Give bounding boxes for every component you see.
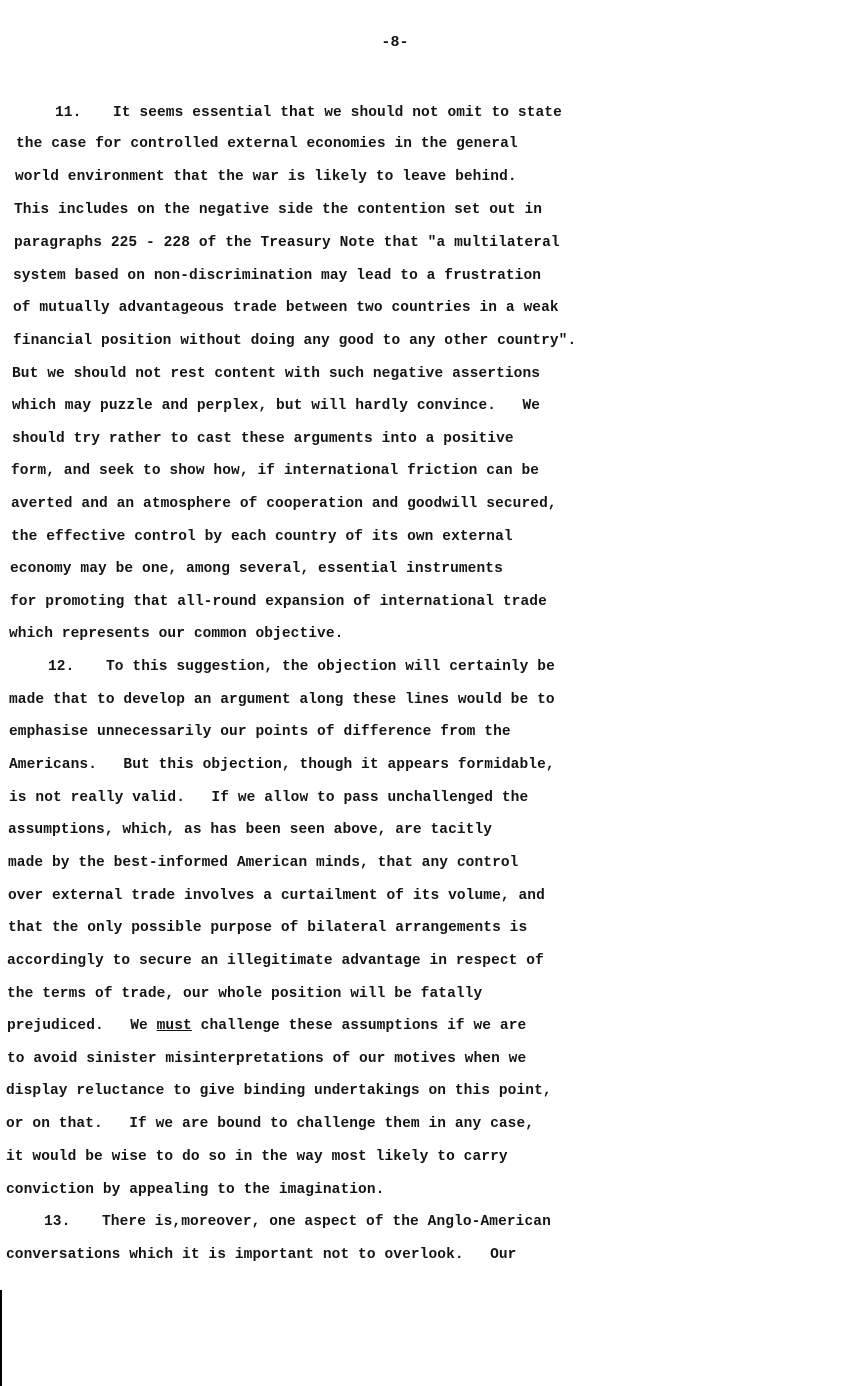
text-line: made that to develop an argument along these lines would be to bbox=[9, 692, 555, 708]
underlined-word: must bbox=[156, 1018, 192, 1034]
text-line: it would be wise to do so in the way most likely to carry bbox=[6, 1149, 508, 1165]
text-line: for promoting that all-round expansion of international trade bbox=[10, 594, 547, 610]
scan-edge-line bbox=[0, 1290, 2, 1386]
text-line: world environment that the war is likely to leave behind. bbox=[15, 169, 517, 185]
paragraph-number: 12. bbox=[48, 659, 75, 675]
text-line: financial position without doing any good to any other country". bbox=[13, 333, 577, 349]
text-line: the case for controlled external economies in the general bbox=[16, 136, 518, 152]
text-line: the terms of trade, our whole position will be fatally bbox=[7, 986, 483, 1002]
text-line: paragraphs 225 - 228 of the Treasury Note that "a multilateral bbox=[14, 235, 560, 251]
text-line: Americans. But this objection, though it appears formidable, bbox=[9, 757, 555, 773]
text-line bbox=[7, 1016, 526, 1036]
text-line: It seems essential that we should not omit to state bbox=[113, 105, 562, 121]
paragraph-number: 11. bbox=[55, 105, 82, 121]
text-line: of mutually advantageous trade between two countries in a weak bbox=[13, 300, 559, 316]
text-line: This includes on the negative side the contention set out in bbox=[14, 202, 543, 218]
text-line: assumptions, which, as has been seen above, are tacitly bbox=[8, 822, 493, 838]
text-line: is not really valid. If we allow to pass unchallenged the bbox=[9, 790, 529, 806]
text-run: prejudiced. We bbox=[7, 1018, 157, 1034]
text-line: should try rather to cast these arguments into a positive bbox=[12, 431, 514, 447]
text-line: or on that. If we are bound to challenge them in any case, bbox=[6, 1116, 535, 1132]
text-line: form, and seek to show how, if international friction can be bbox=[11, 463, 540, 479]
text-line: which may puzzle and perplex, but will hardly convince. We bbox=[12, 398, 541, 414]
text-line: conviction by appealing to the imagination. bbox=[6, 1182, 385, 1198]
text-line: accordingly to secure an illegitimate advantage in respect of bbox=[7, 953, 544, 969]
paragraph-number: 13. bbox=[44, 1214, 71, 1230]
text-line: made by the best-informed American minds, that any control bbox=[8, 855, 519, 871]
text-line: economy may be one, among several, essential instruments bbox=[10, 561, 503, 577]
text-line: the effective control by each country of its own external bbox=[11, 529, 513, 545]
text-line: averted and an atmosphere of cooperation and goodwill secured, bbox=[11, 496, 557, 512]
text-line: conversations which it is important not to overlook. Our bbox=[6, 1247, 517, 1263]
text-line: to avoid sinister misinterpretations of our motives when we bbox=[7, 1051, 527, 1067]
text-line: which represents our common objective. bbox=[9, 626, 344, 642]
page-number: -8- bbox=[381, 34, 409, 51]
text-line: emphasise unnecessarily our points of difference from the bbox=[9, 724, 511, 740]
text-line: There is,moreover, one aspect of the Anglo-American bbox=[102, 1214, 551, 1230]
text-line: that the only possible purpose of bilateral arrangements is bbox=[8, 920, 528, 936]
text-line: But we should not rest content with such negative assertions bbox=[12, 366, 541, 382]
text-line: over external trade involves a curtailment of its volume, and bbox=[8, 888, 545, 904]
text-line: To this suggestion, the objection will certainly be bbox=[106, 659, 555, 675]
text-line: display reluctance to give binding undertakings on this point, bbox=[6, 1083, 552, 1099]
text-run: challenge these assumptions if we are bbox=[191, 1018, 527, 1034]
text-line: system based on non-discrimination may lead to a frustration bbox=[13, 268, 542, 284]
